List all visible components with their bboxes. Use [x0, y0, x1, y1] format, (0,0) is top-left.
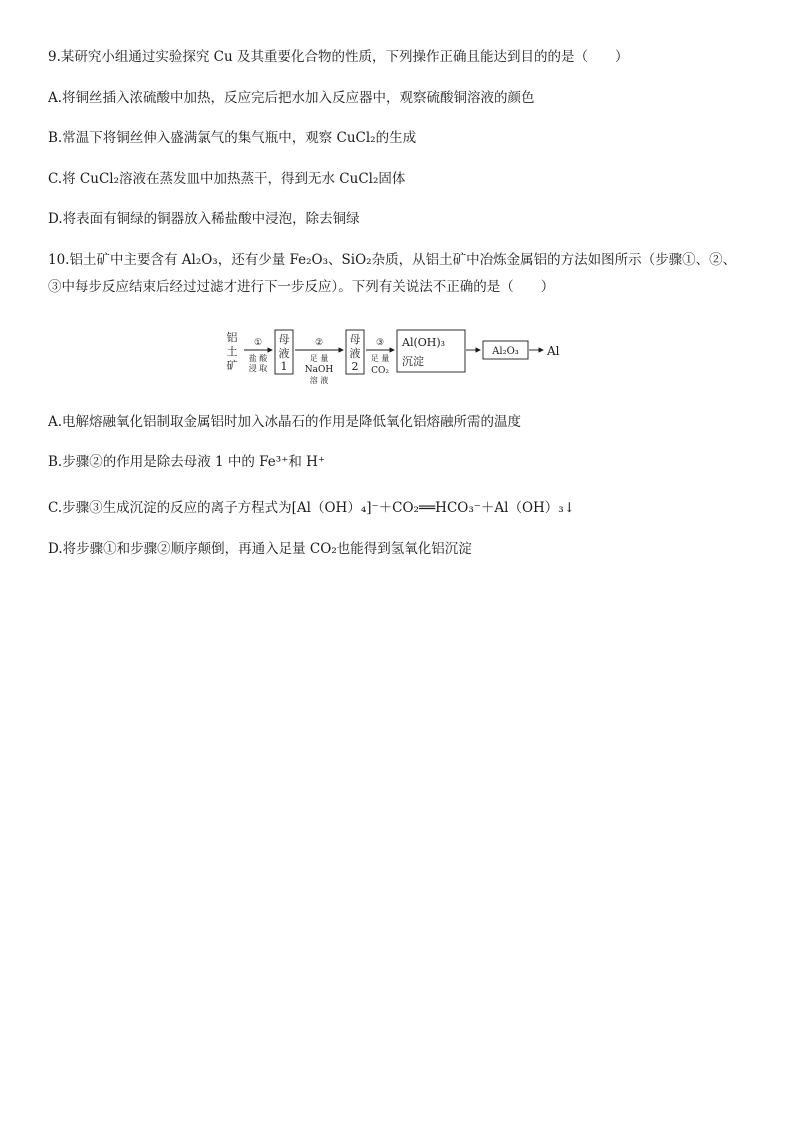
svg-text:足 量: 足 量	[309, 354, 329, 363]
svg-text:CO₂: CO₂	[371, 366, 389, 376]
process-flowchart	[222, 325, 582, 395]
svg-text:盐 酸: 盐 酸	[248, 354, 268, 363]
aluminum-hydroxide-precipitate-box	[397, 330, 465, 372]
svg-text:Al₂O₃: Al₂O₃	[492, 346, 519, 357]
svg-text:1: 1	[280, 360, 288, 373]
svg-text:液: 液	[349, 347, 361, 360]
svg-text:母: 母	[278, 333, 290, 346]
bauxite-label	[227, 331, 238, 372]
step1-arrow	[244, 338, 272, 373]
svg-text:铝: 铝	[226, 331, 238, 344]
svg-text:矿: 矿	[226, 359, 238, 372]
q10-option-b: B.步骤②的作用是除去母液 1 中的 Fe³⁺和 H⁺	[48, 454, 326, 470]
step2-arrow	[295, 338, 343, 385]
svg-text:Al(OH)₃: Al(OH)₃	[402, 336, 446, 349]
q9-option-b: B.常温下将铜丝伸入盛满氯气的集气瓶中，观察 CuCl₂的生成	[48, 130, 417, 146]
svg-text:NaOH: NaOH	[304, 365, 334, 375]
q10-stem-line1: 10.铝土矿中主要含有 Al₂O₃，还有少量 Fe₂O₃、SiO₂杂质，从铝土矿中冶炼金属铝的方法如图所示（步骤①、②、	[48, 252, 737, 268]
q9-option-d: D.将表面有铜绿的铜器放入稀盐酸中浸泡，除去铜绿	[48, 211, 360, 227]
q9-option-a: A.将铜丝插入浓硫酸中加热，反应完后把水加入反应器中，观察硫酸铜溶液的颜色	[48, 90, 535, 106]
svg-text:溶 液: 溶 液	[309, 376, 329, 385]
alumina-box	[483, 341, 528, 359]
aluminum-product: Al	[547, 344, 560, 358]
q10-option-c: C.步骤③生成沉淀的反应的离子方程式为[Al（OH）₄]⁻＋CO₂══HCO₃⁻＋Al（OH）₃↓	[48, 500, 576, 516]
q10-option-a: A.电解熔融氧化铝制取金属铝时加入冰晶石的作用是降低氧化铝熔融所需的温度	[48, 414, 522, 430]
svg-text:液: 液	[278, 347, 290, 360]
svg-text:足 量: 足 量	[370, 354, 390, 363]
svg-text:沉淀: 沉淀	[402, 355, 424, 368]
q10-stem-line2: ③中每步反应结束后经过过滤才进行下一步反应）。下列有关说法不正确的是（ ）	[48, 279, 555, 295]
svg-text:2: 2	[351, 360, 359, 373]
mother-liquor-1-box	[275, 330, 293, 374]
svg-text:①: ①	[253, 338, 263, 348]
step3-arrow	[366, 338, 394, 376]
svg-text:土: 土	[226, 345, 238, 358]
mother-liquor-2-box	[346, 330, 364, 374]
q9-option-c: C.将 CuCl₂溶液在蒸发皿中加热蒸干，得到无水 CuCl₂固体	[48, 171, 406, 187]
svg-text:③: ③	[375, 338, 385, 348]
q9-stem: 9.某研究小组通过实验探究 Cu 及其重要化合物的性质，下列操作正确且能达到目的的是（ ）	[48, 49, 629, 65]
q10-option-d: D.将步骤①和步骤②顺序颠倒，再通入足量 CO₂也能得到氢氧化铝沉淀	[48, 541, 472, 557]
svg-text:母: 母	[349, 333, 361, 346]
svg-text:②: ②	[314, 338, 324, 348]
svg-text:浸 取: 浸 取	[248, 364, 268, 373]
